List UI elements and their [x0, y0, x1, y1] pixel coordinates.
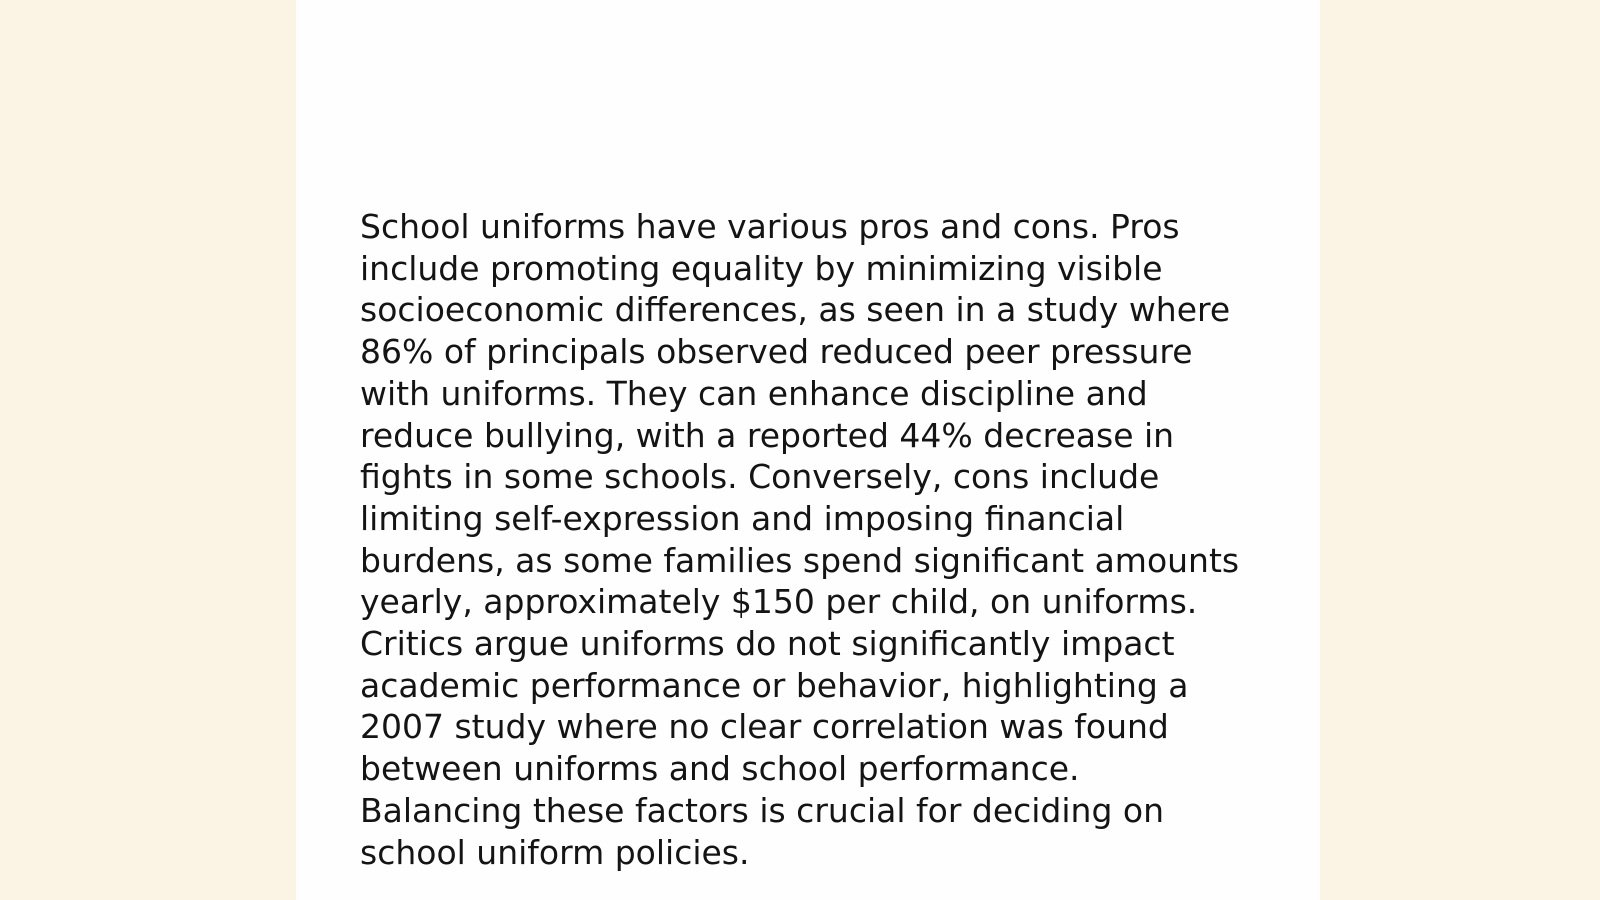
document-page — [296, 0, 1320, 900]
body-paragraph: School uniforms have various pros and cons. Pros include promoting equality by minimizing visible socioeconomic differences, as seen in a study where 86% of principals observed reduced peer pressure with uniforms. They can enhance discipline and reduce bullying, with a reported 44% decrease in fights in some schools. Conversely, cons include limiting self-expression and imposing financial burdens, as some families spend significant amounts yearly, approximately $150 per child, on uniforms. Critics argue uniforms do not significantly impact academic performance or behavior, highlighting a 2007 study where no clear correlation was found between uniforms and school performance. Balancing these factors is crucial for deciding on school uniform policies. — [360, 207, 1240, 872]
